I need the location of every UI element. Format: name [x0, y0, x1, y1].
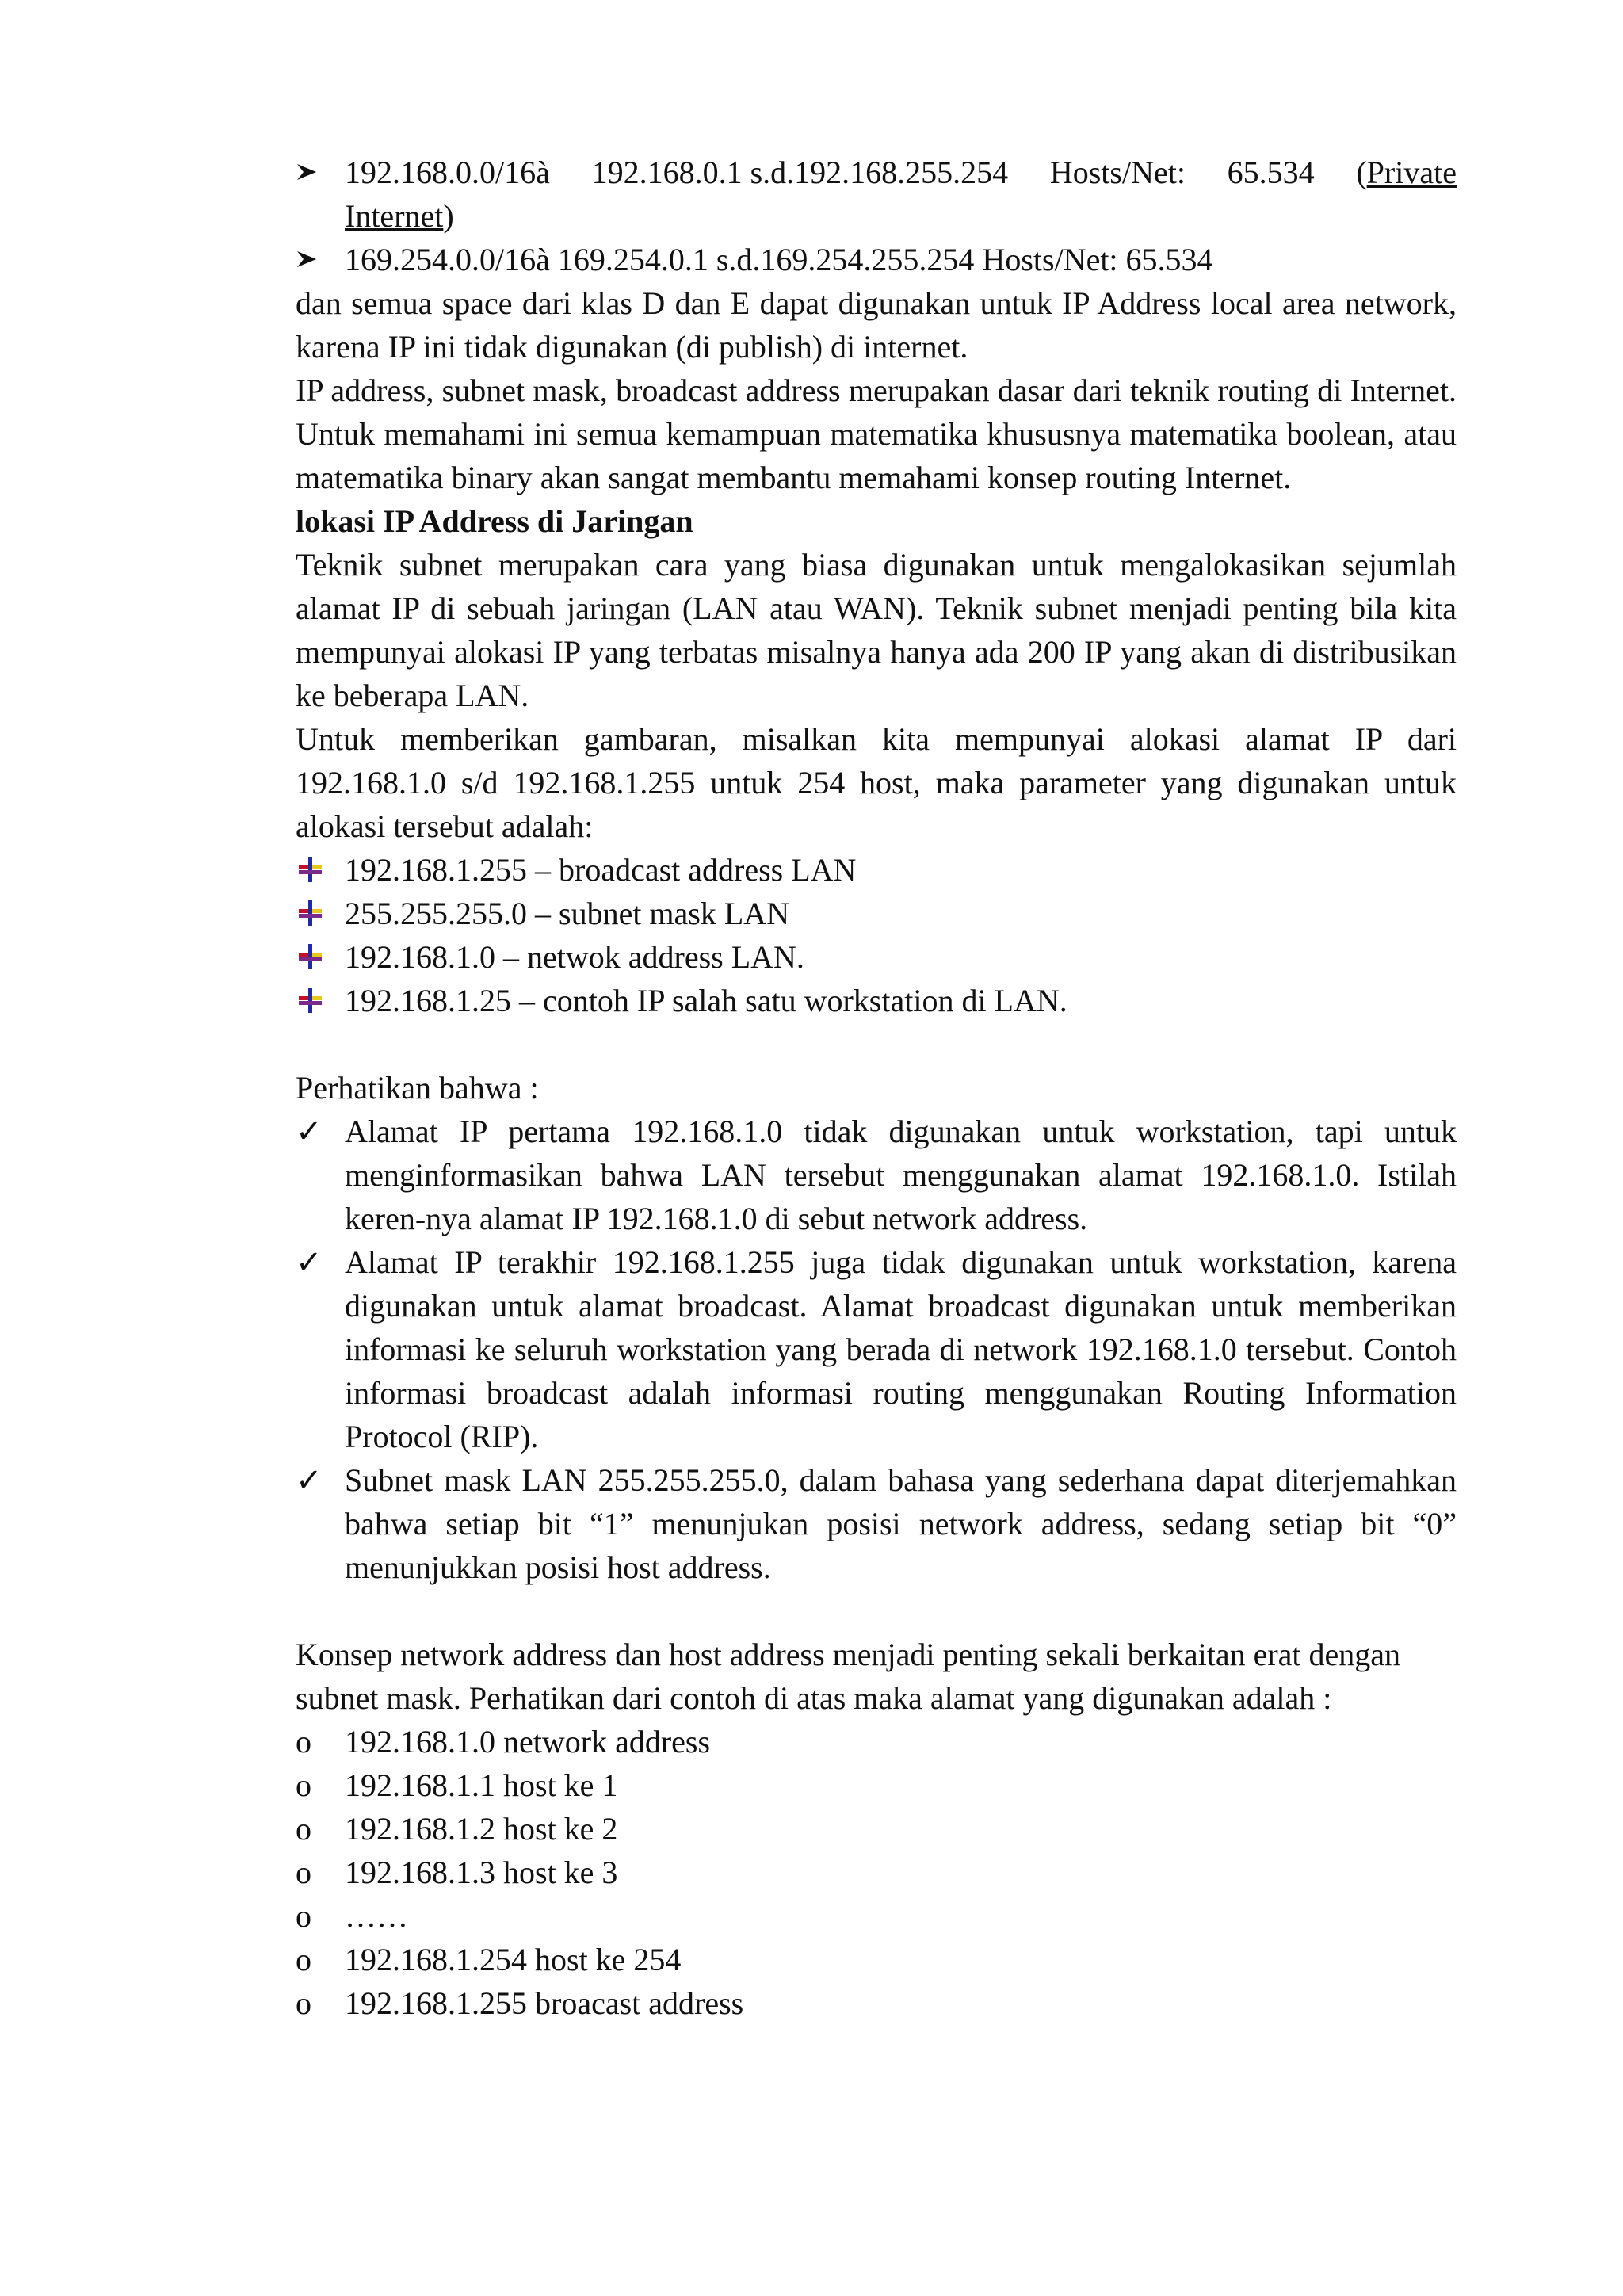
- pin-list-item: [296, 935, 1457, 979]
- circle-list-item: [296, 1763, 1457, 1807]
- note-label: Perhatikan bahwa :: [296, 1070, 539, 1106]
- circle-item-text: 192.168.1.1 host ke 1: [345, 1767, 618, 1803]
- check-list-item: [296, 1458, 1457, 1589]
- circle-bullet-icon: o: [296, 1942, 311, 1977]
- arrow-bullet-icon: [296, 250, 318, 269]
- range-note: (Private: [1356, 155, 1457, 190]
- pin-list-item: [296, 848, 1457, 892]
- circle-item-text: 192.168.1.2 host ke 2: [345, 1811, 618, 1847]
- pin-list-item: [296, 892, 1457, 935]
- pushpin-bullet-icon: [296, 855, 324, 884]
- check-list-item: [296, 1240, 1457, 1458]
- paragraph-concept: Konsep network address dan host address menjadi penting sekali berkaitan erat dengan subnet mask. Perhatikan dari contoh di atas maka alamat yang digunakan adalah :: [296, 1637, 1401, 1716]
- section-heading: lokasi IP Address di Jaringan: [296, 503, 693, 539]
- spacer: [296, 1022, 1457, 1066]
- check-list-item: [296, 1110, 1457, 1240]
- circle-list-item: [296, 1894, 1457, 1938]
- pin-item-text: 192.168.1.0 – netwok address LAN.: [345, 939, 804, 975]
- circle-bullet-icon: o: [296, 1724, 311, 1759]
- paragraph-example: Untuk memberikan gambaran, misalkan kita mempunyai alokasi alamat IP dari 192.168.1.0 s/d 192.168.1.255 untuk 254 host, maka parameter yang digunakan untuk alokasi tersebut adalah:: [296, 721, 1457, 844]
- hosts-count: 65.534: [1227, 155, 1315, 190]
- paragraph-ip-address: IP address, subnet mask, broadcast address merupakan dasar dari teknik routing di Internet. Untuk memahami ini semua kemampuan matematika khususnya matematika boolean, atau matematika binary akan sangat membantu memahami konsep routing Internet.: [296, 372, 1457, 495]
- circle-bullet-icon: o: [296, 1767, 311, 1803]
- hosts-label: Hosts/Net:: [1049, 155, 1186, 190]
- pin-item-text: 192.168.1.25 – contoh IP salah satu workstation di LAN.: [345, 983, 1067, 1018]
- pin-list-item: [296, 979, 1457, 1022]
- circle-item-text: 192.168.1.0 network address: [345, 1724, 711, 1759]
- circle-item-text: 192.168.1.254 host ke 254: [345, 1942, 682, 1977]
- circle-item-text: ……: [345, 1898, 408, 1934]
- checkmark-bullet-icon: ✓: [296, 1114, 323, 1149]
- check-item-text: Alamat IP terakhir 192.168.1.255 juga tidak digunakan untuk workstation, karena digunakan untuk alamat broadcast. Alamat broadcast digunakan untuk memberikan informasi ke seluruh workstation yang berada di network 192.168.1.0 tersebut. Contoh informasi broadcast adalah informasi routing menggunakan Routing Information Protocol (RIP).: [345, 1244, 1457, 1454]
- arrow-list-item: [296, 151, 1457, 238]
- checkmark-bullet-icon: ✓: [296, 1462, 323, 1498]
- private-link[interactable]: Private: [1366, 155, 1457, 190]
- arrow-list-item: [296, 238, 1457, 281]
- circle-bullet-icon: o: [296, 1898, 311, 1934]
- circle-list-item: [296, 1807, 1457, 1851]
- private-range-line: [345, 151, 1457, 194]
- linklocal-range-line: 169.254.0.0/16à 169.254.0.1 s.d.169.254.255.254 Hosts/Net: 65.534: [345, 242, 1213, 277]
- internet-link[interactable]: Internet: [345, 198, 444, 234]
- pushpin-bullet-icon: [296, 986, 324, 1014]
- arrow-bullet-icon: [296, 162, 318, 181]
- paragraph-space: dan semua space dari klas D dan E dapat digunakan untuk IP Address local area network, karena IP ini tidak digunakan (di publish) di internet.: [296, 285, 1457, 365]
- check-item-text: Alamat IP pertama 192.168.1.0 tidak digunakan untuk workstation, tapi untuk menginformasikan bahwa LAN tersebut menggunakan alamat 192.168.1.0. Istilah keren-nya alamat IP 192.168.1.0 di sebut network address.: [345, 1114, 1457, 1236]
- pushpin-bullet-icon: [296, 942, 324, 971]
- check-item-text: Subnet mask LAN 255.255.255.0, dalam bahasa yang sederhana dapat diterjemahkan bahwa setiap bit “1” menunjukan posisi network address, sedang setiap bit “0” menunjukkan posisi host address.: [345, 1462, 1457, 1585]
- circle-list-item: [296, 1981, 1457, 2025]
- spacer: [296, 1589, 1457, 1633]
- circle-item-text: 192.168.1.3 host ke 3: [345, 1855, 618, 1890]
- range-note-continued: Internet): [345, 198, 454, 234]
- range-span: 192.168.0.1 s.d.192.168.255.254: [591, 155, 1009, 190]
- circle-list-item: [296, 1720, 1457, 1763]
- pin-item-text: 255.255.255.0 – subnet mask LAN: [345, 896, 790, 931]
- circle-list-item: [296, 1938, 1457, 1981]
- circle-list-item: [296, 1851, 1457, 1894]
- pushpin-bullet-icon: [296, 899, 324, 927]
- document-page: [296, 151, 1457, 2025]
- circle-bullet-icon: o: [296, 1811, 311, 1847]
- checkmark-bullet-icon: ✓: [296, 1244, 323, 1280]
- paragraph-subnet: Teknik subnet merupakan cara yang biasa digunakan untuk mengalokasikan sejumlah alamat IP di sebuah jaringan (LAN atau WAN). Teknik subnet menjadi penting bila kita mempunyai alokasi IP yang terbatas misalnya hanya ada 200 IP yang akan di distribusikan ke beberapa LAN.: [296, 547, 1457, 713]
- pin-item-text: 192.168.1.255 – broadcast address LAN: [345, 852, 857, 888]
- circle-bullet-icon: o: [296, 1985, 311, 2021]
- circle-item-text: 192.168.1.255 broacast address: [345, 1985, 744, 2021]
- range-address: 192.168.0.0/16à: [345, 155, 550, 190]
- circle-bullet-icon: o: [296, 1855, 311, 1890]
